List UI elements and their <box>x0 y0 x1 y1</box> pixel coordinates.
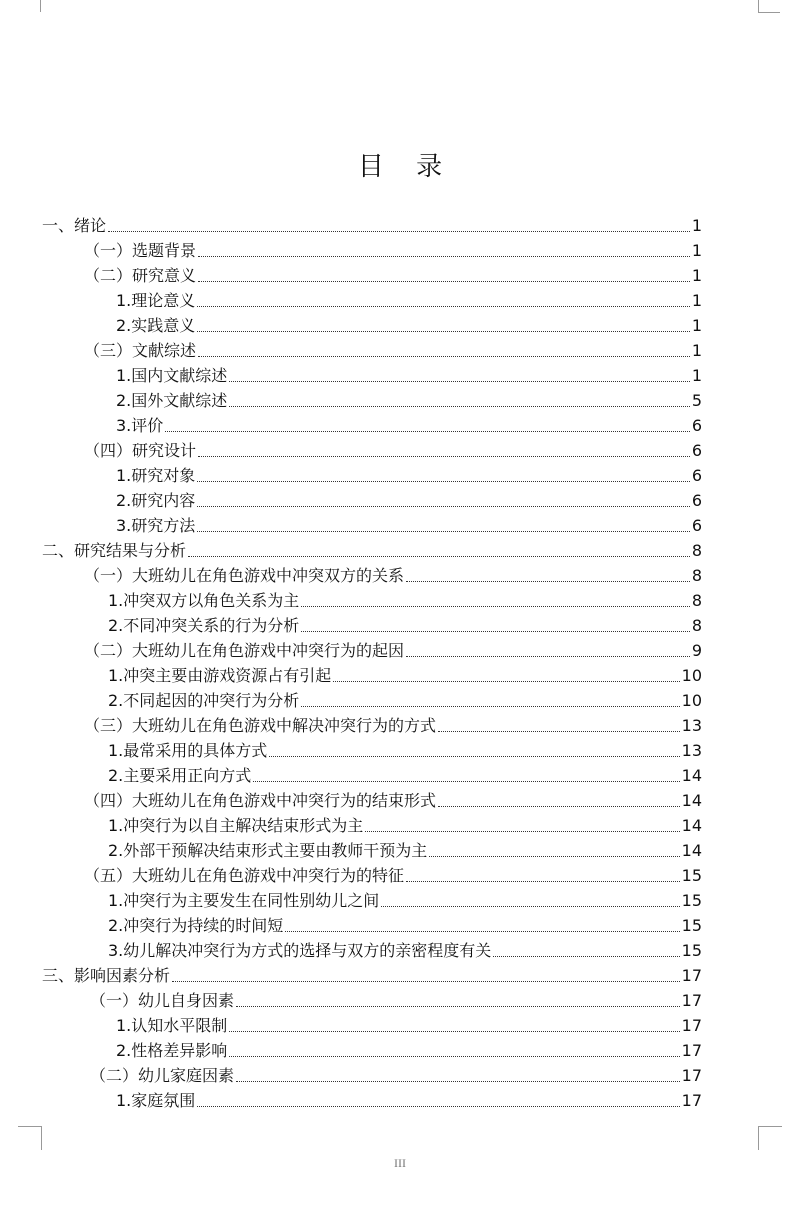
toc-entry-text: 二、研究结果与分析 <box>42 541 187 560</box>
toc-entry-text: （三）大班幼儿在角色游戏中解决冲突行为的方式 <box>84 716 437 735</box>
crop-mark-bottom-right-horizontal <box>758 1126 782 1127</box>
toc-title: 目 录 <box>357 152 455 182</box>
toc-entry[interactable] <box>116 312 702 337</box>
toc-entry-text: （一）大班幼儿在角色游戏中冲突双方的关系 <box>84 566 405 585</box>
toc-entry-page: 13 <box>681 716 702 735</box>
toc-entry[interactable] <box>116 412 702 437</box>
toc-entry[interactable] <box>116 362 702 387</box>
toc-entry-page: 17 <box>681 1016 702 1035</box>
toc-entry-page: 17 <box>681 991 702 1010</box>
toc-entry[interactable] <box>108 587 702 612</box>
toc-entry-text: 1.冲突行为以自主解决结束形式为主 <box>108 816 364 835</box>
toc-entry-page: 8 <box>691 616 702 635</box>
toc-entry-page: 13 <box>681 741 702 760</box>
toc-entry[interactable] <box>108 612 702 637</box>
dot-leader <box>236 1081 680 1082</box>
toc-entry[interactable] <box>84 637 702 662</box>
dot-leader <box>198 356 690 357</box>
dot-leader <box>188 556 690 557</box>
toc-entry-text: 1.理论意义 <box>116 291 196 310</box>
dot-leader <box>197 306 690 307</box>
toc-entry[interactable] <box>84 862 702 887</box>
dot-leader <box>198 281 690 282</box>
crop-mark-top-right-vertical <box>758 0 759 12</box>
dot-leader <box>406 881 680 882</box>
toc-entry-text: 3.研究方法 <box>116 516 196 535</box>
toc-entry-text: 1.研究对象 <box>116 466 196 485</box>
toc-entry-text: 2.冲突行为持续的时间短 <box>108 916 284 935</box>
toc-entry[interactable] <box>116 287 702 312</box>
toc-entry-text: 1.冲突行为主要发生在同性别幼儿之间 <box>108 891 380 910</box>
dot-leader <box>253 781 679 782</box>
toc-entry-text: 三、影响因素分析 <box>42 966 171 985</box>
crop-mark-bottom-left-vertical <box>41 1126 42 1150</box>
dot-leader <box>197 1106 679 1107</box>
toc-entry-text: （三）文献综述 <box>84 341 197 360</box>
toc-entry-page: 5 <box>691 391 702 410</box>
dot-leader <box>438 731 680 732</box>
toc-entry-page: 14 <box>681 841 702 860</box>
dot-leader <box>198 256 690 257</box>
dot-leader <box>406 656 690 657</box>
toc-entry[interactable] <box>42 537 702 562</box>
toc-entry-page: 6 <box>691 416 702 435</box>
toc-entry-text: 1.冲突主要由游戏资源占有引起 <box>108 666 332 685</box>
dot-leader <box>406 581 690 582</box>
dot-leader <box>301 606 690 607</box>
toc-entry-text: 2.不同起因的冲突行为分析 <box>108 691 300 710</box>
dot-leader <box>229 406 690 407</box>
toc-entry[interactable] <box>116 487 702 512</box>
toc-entry-text: （二）研究意义 <box>84 266 197 285</box>
toc-entry-text: 3.评价 <box>116 416 164 435</box>
toc-entry-page: 15 <box>681 891 702 910</box>
toc-entry-page: 1 <box>691 266 702 285</box>
toc-entry-text: 1.冲突双方以角色关系为主 <box>108 591 300 610</box>
toc-entry[interactable] <box>108 662 702 687</box>
toc-entry-text: 2.不同冲突关系的行为分析 <box>108 616 300 635</box>
dot-leader <box>197 331 690 332</box>
toc-entry[interactable] <box>108 737 702 762</box>
toc-entry[interactable] <box>84 712 702 737</box>
dot-leader <box>381 906 679 907</box>
dot-leader <box>197 531 690 532</box>
dot-leader <box>197 481 690 482</box>
toc-entry[interactable] <box>108 837 702 862</box>
toc-entry-text: （一）幼儿自身因素 <box>90 991 235 1010</box>
toc-entry[interactable] <box>116 387 702 412</box>
toc-entry-text: 1.家庭氛围 <box>116 1091 196 1110</box>
toc-entry[interactable] <box>84 237 702 262</box>
crop-mark-top-left <box>40 0 41 12</box>
dot-leader <box>229 1056 679 1057</box>
toc-entry-page: 15 <box>681 916 702 935</box>
toc-entry-page: 10 <box>681 666 702 685</box>
toc-entry-text: 1.认知水平限制 <box>116 1016 228 1035</box>
toc-entry-page: 17 <box>681 1066 702 1085</box>
dot-leader <box>165 431 690 432</box>
toc-entry-text: 2.主要采用正向方式 <box>108 766 252 785</box>
toc-entry-page: 14 <box>681 816 702 835</box>
toc-entry-page: 8 <box>691 566 702 585</box>
toc-entry-page: 15 <box>681 866 702 885</box>
toc-entry[interactable] <box>116 1012 702 1037</box>
toc-entry[interactable] <box>84 337 702 362</box>
dot-leader <box>236 1006 680 1007</box>
toc-entry-page: 6 <box>691 466 702 485</box>
toc-entry[interactable] <box>108 812 702 837</box>
toc-entry-page: 1 <box>691 291 702 310</box>
toc-entry-page: 17 <box>681 1091 702 1110</box>
toc-entry[interactable] <box>90 1062 702 1087</box>
toc-entry[interactable] <box>90 987 702 1012</box>
toc-entry-page: 8 <box>691 541 702 560</box>
toc-entry-page: 9 <box>691 641 702 660</box>
toc-entry-page: 6 <box>691 441 702 460</box>
toc-entry[interactable] <box>108 762 702 787</box>
toc-entry[interactable] <box>108 912 702 937</box>
crop-mark-bottom-left-horizontal <box>18 1126 42 1127</box>
toc-entry-page: 17 <box>681 1041 702 1060</box>
toc-entry-page: 1 <box>691 366 702 385</box>
toc-entry[interactable] <box>84 437 702 462</box>
toc-entry[interactable] <box>42 962 702 987</box>
toc-entry[interactable] <box>108 937 702 962</box>
toc-entry-page: 1 <box>691 216 702 235</box>
toc-entry-page: 1 <box>691 316 702 335</box>
toc-entry-text: 一、绪论 <box>42 216 107 235</box>
toc-entry-page: 14 <box>681 791 702 810</box>
toc-entry-page: 6 <box>691 516 702 535</box>
dot-leader <box>229 381 690 382</box>
toc-entry-page: 8 <box>691 591 702 610</box>
dot-leader <box>301 631 690 632</box>
dot-leader <box>333 681 679 682</box>
toc-entry-text: （四）大班幼儿在角色游戏中冲突行为的结束形式 <box>84 791 437 810</box>
crop-mark-top-right-horizontal <box>758 12 780 13</box>
toc-entry[interactable] <box>84 787 702 812</box>
toc-entry-text: 1.国内文献综述 <box>116 366 228 385</box>
toc-entry-page: 15 <box>681 941 702 960</box>
toc-entry-text: （二）大班幼儿在角色游戏中冲突行为的起因 <box>84 641 405 660</box>
dot-leader <box>438 806 680 807</box>
toc-entry-text: 2.外部干预解决结束形式主要由教师干预为主 <box>108 841 428 860</box>
toc-entry-text: （一）选题背景 <box>84 241 197 260</box>
toc-entry-text: 1.最常采用的具体方式 <box>108 741 268 760</box>
dot-leader <box>172 981 680 982</box>
dot-leader <box>285 931 679 932</box>
toc-entry-text: （二）幼儿家庭因素 <box>90 1066 235 1085</box>
toc-entry[interactable] <box>84 562 702 587</box>
crop-mark-bottom-right-vertical <box>758 1126 759 1150</box>
toc-entry-text: 3.幼儿解决冲突行为方式的选择与双方的亲密程度有关 <box>108 941 492 960</box>
toc-entry[interactable] <box>108 887 702 912</box>
dot-leader <box>301 706 679 707</box>
toc-entry[interactable] <box>108 687 702 712</box>
dot-leader <box>429 856 679 857</box>
toc-entry[interactable] <box>116 1087 702 1112</box>
toc-entry[interactable] <box>116 512 702 537</box>
toc-entry-page: 10 <box>681 691 702 710</box>
dot-leader <box>493 956 679 957</box>
toc-entry-text: 2.性格差异影响 <box>116 1041 228 1060</box>
dot-leader <box>197 506 690 507</box>
toc-entry-text: （四）研究设计 <box>84 441 197 460</box>
toc-entry[interactable] <box>42 212 702 237</box>
toc-entry-page: 6 <box>691 491 702 510</box>
toc-entry[interactable] <box>116 1037 702 1062</box>
toc-entry-page: 14 <box>681 766 702 785</box>
dot-leader <box>269 756 679 757</box>
dot-leader <box>108 231 690 232</box>
toc-entry-page: 1 <box>691 241 702 260</box>
toc-entry-text: （五）大班幼儿在角色游戏中冲突行为的特征 <box>84 866 405 885</box>
toc-entry-page: 1 <box>691 341 702 360</box>
toc-entry[interactable] <box>84 262 702 287</box>
dot-leader <box>365 831 679 832</box>
toc-entry-text: 2.国外文献综述 <box>116 391 228 410</box>
toc-entry-text: 2.研究内容 <box>116 491 196 510</box>
toc-entry[interactable] <box>116 462 702 487</box>
dot-leader <box>198 456 690 457</box>
toc-entry-page: 17 <box>681 966 702 985</box>
dot-leader <box>229 1031 679 1032</box>
page-number: III <box>394 1156 406 1170</box>
toc-entry-text: 2.实践意义 <box>116 316 196 335</box>
